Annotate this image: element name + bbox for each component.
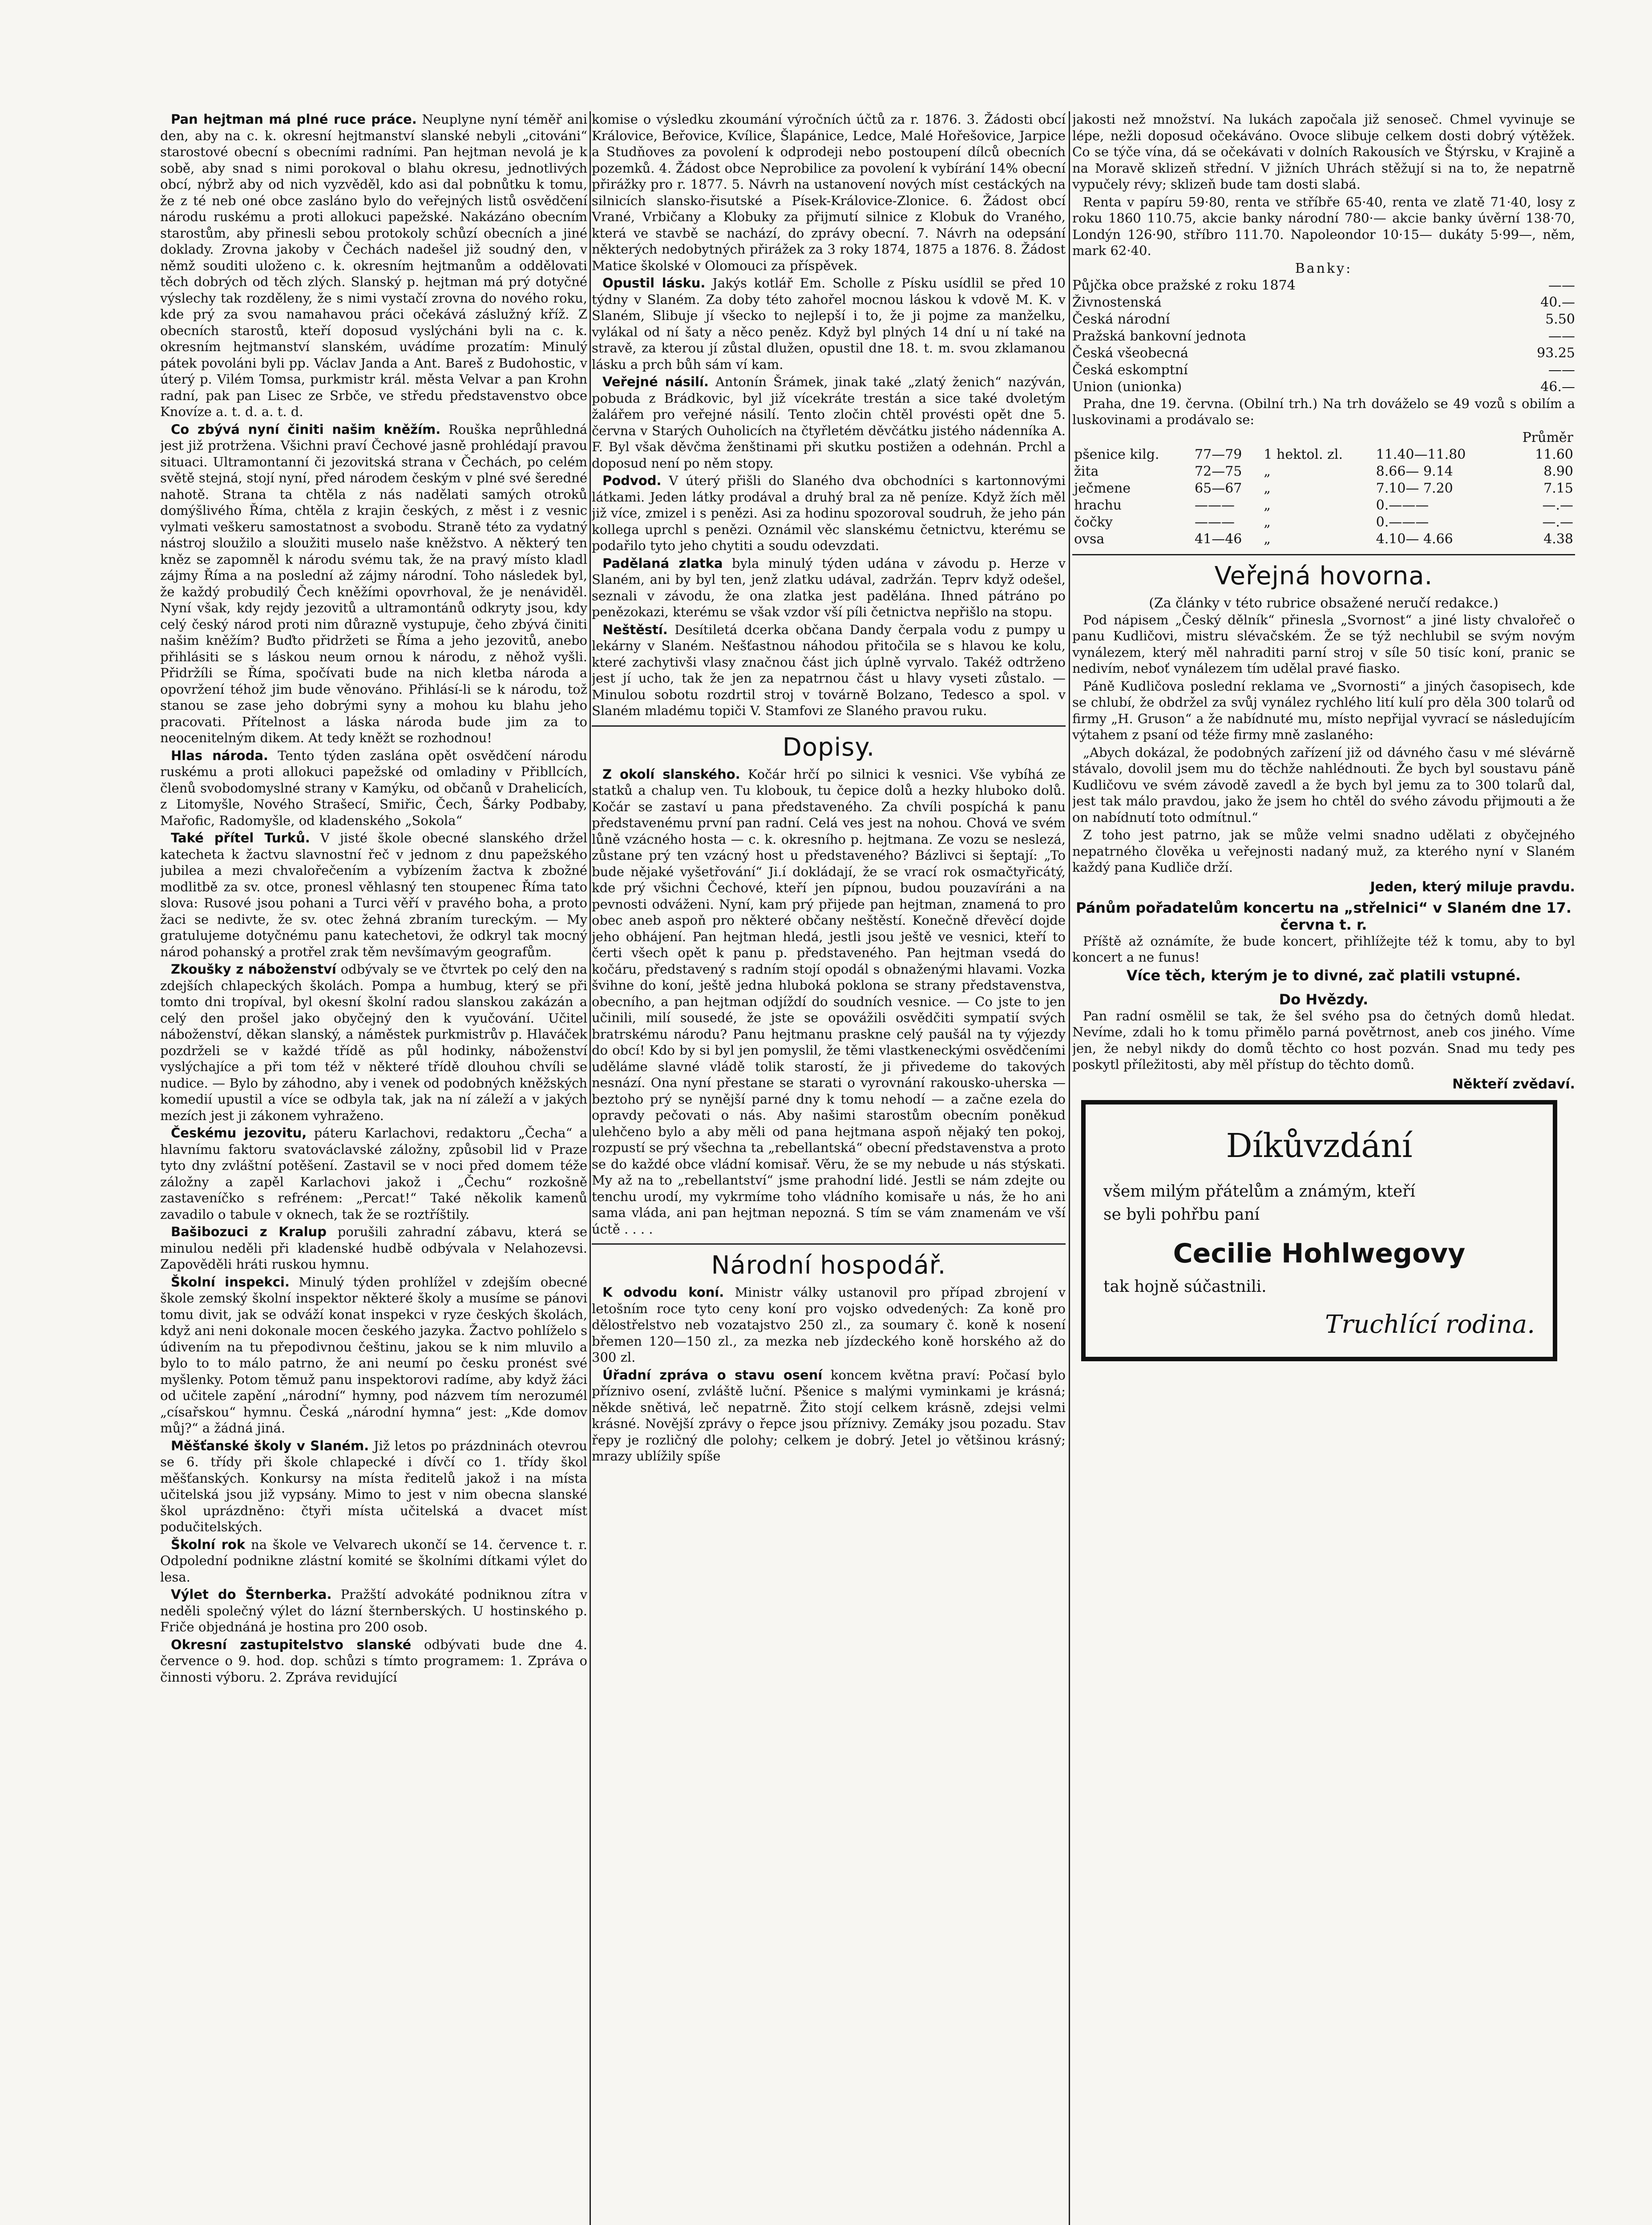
bank-value: 93.25 [1537, 345, 1575, 361]
article-body: Tento týden zaslána opět osvědčení národu ruskému a proti allokuci papežské od omladiny v Přibllcích, členů svobodomyslné strany v Kamýku, od občanů v Drahelicích, z Litomyšle, Nového Strašecí, Smiřic, Čech, Šárky Podbaby, Mařofic, Radomyšle, od kladenského „Sokola“ [160, 748, 587, 828]
article [160, 1438, 587, 1535]
article-headline: Bašibozuci z Kralup [171, 1224, 327, 1239]
section-subtitle: (Za články v této rubrice obsažené neručí redakce.) [1149, 595, 1499, 611]
grain-range: 4.10— 4.66 [1376, 531, 1453, 547]
article-body: Minulý týden prohlížel v zdejším obecné škole zemský školní inspektor některé školy a musíme se pánovi tomu divit, jak se odváží konat inspekci v ryze českých školách, když ani neni dokonale mocen českého jazyka. Žactvo pohlíželo s údivením na tu přepodivnou češtinu, jakou se k nim mluvilo a bylo to to málo patrno, že ani neumí po česku pronést své myšlenky. Potom těmuž panu inspektorovi radíme, aby když žáci od učitele zapění „národní“ hymny, pod názvem tím nerozumél „císařskou“ hymnu. Česká „národní hymna“ jest: „Kde domov můj?“ a žádná jiná. [160, 1274, 587, 1436]
article-headline: Zkoušky z náboženství [171, 962, 336, 977]
table-row [1072, 277, 1575, 294]
grain-avg: —.— [1542, 497, 1573, 513]
grain-name: pšenice kilg. [1074, 446, 1159, 462]
grain-kg: ——— [1195, 514, 1235, 530]
grain-avg: —.— [1542, 514, 1573, 530]
article-headline: Co zbývá nyní činiti našim kněžím. [171, 421, 441, 437]
article-headline: Úřadní zpráva o stavu osení [602, 1367, 823, 1383]
article-body: porušili zahradní zábavu, která se minulou neděli při kladenské hudbě odbývala v Nelahozevsi. Zapověděli hráti ruskou hymnu. [160, 1224, 587, 1272]
prumer-header: Průměr [1522, 429, 1573, 445]
bank-value: —— [1548, 362, 1575, 378]
grain-unit: 1 hektol. zl. [1264, 446, 1343, 462]
grain-avg: 4.38 [1543, 531, 1573, 547]
grain-range: 11.40—11.80 [1376, 446, 1466, 462]
grain-kg: 72—75 [1195, 463, 1242, 479]
bank-value: 40.— [1540, 294, 1575, 310]
article-headline: Veřejné násilí. [602, 374, 709, 389]
notice-line: všem milým přátelům a známým, kteří [1103, 1182, 1415, 1201]
article-body: Ministr války ustanovil pro případ zbrojení v letošním roce tyto ceny koní pro vojsko odvedených: Za koně pro dělostřelstvo neb vozatajstvo 250 zl., za soumary č. koně k nosení břemen 120—150 zl., za mezka neb jízdeckého koně horského až do 300 zl. [592, 1285, 1066, 1365]
article [160, 1586, 587, 1635]
article-headline: Hlas národa. [171, 748, 268, 763]
article-headline: Neštěstí. [602, 622, 668, 637]
koncert-closing: Více těch, kterým je to divné, zač platili vstupné. [1126, 967, 1521, 984]
signature: Někteří zvědaví. [1452, 1076, 1575, 1092]
article-body: Pan radní osmělil se tak, že šel svého psa do četných domů hledat. Nevíme, zdali ho k tomu přimělo parná povětrnost, aneb cos jiného. Víme jen, že nebyl nikdy do domů těchto co host pozván. Snad mu tedy pes poskytl příležitosti, aby měl přístup do těchto domů. [1072, 1008, 1575, 1072]
bank-name: Union (unionka) [1072, 379, 1182, 395]
grain-kg: 77—79 [1195, 446, 1242, 462]
bank-value: —— [1548, 277, 1575, 293]
article-headline: Také přítel Turků. [171, 830, 310, 846]
article-body: Kočár hrčí po silnici k vesnici. Vše vybíhá ze statků a chalup ven. Tu klobouk, tu čepice dolů a hezky hluboko dolů. Kočár se zastaví u pana představeného. Za chvíli pospíchá k panu představenému první pan radní. Celá ves jest na nohou. Chová ve svém lůně vzácného hosta — c. k. okresního p. hejtmana. Ze vozu se neslezá, zůstane prý ten vzácný host u představeného? Bázlivci si šeptají: „To bude nějaké vyšetřování“ Ji.í dokládají, že se vrací rok osmačtyřicátý, kde prý všichni Čechové, kteří jen pípnou, budou pouzavíráni a na pevnosti odváženi. Nyní, kam prý přijede pan hejtman, znamená to pro obec aneb aspoň pro některé občany neštěstí. Konečně dřevěcí dojde jeho obhájení. Pan hejtman hledá, jestli jsou ještě ve vesnici, kteří to čerti všech opět k panu p. představeného. Pan hejtman vsedá do kočáru, představený s radním stojí opodál s obnaženými hlavami. Vozka švihne do koní, ještě jedna hluboká poklona se strany představenstva, obecního, a pan hejtman odjíždí do soudních vesnice. — Co jste to jen učinili, milí sousedé, že jste se opovážili osvědčiti sympatií svých bratrskému národu? Panu hejtmanu praskne celý paušál na ty výjezdy do obcí! Kdo by si byl jen pomyslil, že těmi vlastkeneckými osvědčeními uděláme slavné vládě tolik starostí, že ji přivedeme do takových nesnází. Ona nyní přestane se starati o vyrovnání rakousko-uherska — beztoho prý se nynější parné dny k tomu nehodí — a začne ezela do opravdy pečovati o nás. Aby našimi starostům obecním poněkud ulehčeno bylo a aby měli od pana hejtmana aspoň nějaký ten pokoj, rozpustí se prý všechna ta „rebellantská“ obecní představenstva a proto se do každé obce vládní komisař. Věru, že se my nebude u nás stýskati. My až na to „rebellantství“ jsme prahodní lidé. Jestli se nám zdejte ou tenchu urodí, my vykrmíme toho vládního komisaře u nás, že ho ani sama vláda, ani pan hejtman nepozná. S tím se vám znamenám ve vší úctě . . . . [592, 766, 1066, 1237]
article-body: Z toho jest patrno, jak se může velmi snadno udělati z obyčejného nepatrného člověka u veřejnosti nadaný muž, za kterého nyní v Slaném každý pana Kudliče drží. [1072, 827, 1575, 875]
article-body: Pod nápisem „Český dělník“ přinesla „Svornost“ a jiné listy chvalořeč o panu Kudličovi, mistru slévačském. Že se týž nechlubil se svým novým vynálezem, který měl nahraditi parní stroj v síle 50 tisíc koní, pranic se nedivím, neboť vynálezem tím udělal pravé fiasko. [1072, 612, 1575, 676]
column-2 [592, 111, 1066, 2225]
table-header-row [1072, 429, 1575, 446]
article [160, 1637, 587, 1686]
table-row: žita 72—75 „ 8.66— 9.14 8.90 [1072, 463, 1575, 480]
grain-range: 8.66— 9.14 [1376, 463, 1453, 479]
table-row [1072, 345, 1575, 362]
banky-table [1072, 277, 1575, 396]
table-row [1072, 311, 1575, 328]
obilni-trh-intro [1072, 396, 1575, 428]
article-headline: Okresní zastupitelstvo slanské [171, 1637, 412, 1652]
article [160, 830, 587, 960]
bank-name: Česká všeobecná [1072, 345, 1188, 361]
article-body: Pražští advokáté podniknou zítra v neděli společný výlet do lázní šternberských. U hostinského p. Friče objednáná je hostina pro 200 osob. [160, 1587, 587, 1634]
article-headline: Z okolí slanského. [602, 766, 740, 782]
article [160, 1224, 587, 1273]
section-divider [1072, 554, 1575, 555]
article-body: Jakýs kotlář Em. Scholle z Písku usídlil se před 10 týdny v Slaném. Za doby této zahořel mocnou láskou k vdově M. K. v Slaném, Slibuje jí všecko to nejlepší i to, že ji pojme za manželku, vylákal od ní šaty a něco peněz. Když byl plných 14 dní u ní také na stravě, za kterou jí zůstal dlužen, opustil dne 18. t. m. svou zklamanou lásku a prch bůh sám ví kam. [592, 275, 1066, 372]
grain-avg: 8.90 [1543, 463, 1573, 479]
grain-name: žita [1074, 463, 1099, 479]
table-row: čočky ——— „ 0.——— —.— [1072, 514, 1575, 531]
article [592, 622, 1066, 719]
grain-avg: 11.60 [1535, 446, 1573, 462]
bank-value: —— [1548, 328, 1575, 344]
notice-signature: Truchlící rodina. [1325, 1310, 1535, 1339]
bank-name: Pražská bankovní jednota [1072, 328, 1246, 344]
article-body: komise o výsledku zkoumání výročních účtů za r. 1876. 3. Žádosti obcí Královice, Beřovice, Kvílice, Šlapánice, Ledce, Malé Hořešovice, Jarpice a Studňoves za povolení k odprodeji nebo postoupení dílců obecních pozemků. 4. Žádost obce Neprobilice za povolení k vybírání 14% obecní přirážky pro r. 1877. 5. Návrh na ustanovení nových míst cestáckých na silnicích slansko-řisutské a Písek-Královice-Zlonice. 6. Žádost obcí Vrané, Vrbičany a Klobuky za přijmutí silnice z Klobuk do Vraného, která ve stavbě se nachází, do zprávy obecní. 7. Návrh na odepsání některých nedobytných přirážek za 3 roky 1874, 1875 a 1876. 8. Žádost Matice školské v Olomouci za příspěvek. [592, 112, 1066, 273]
article-body: odbývaly se ve čtvrtek po celý den na zdejších chlapeckých školách. Pompa a humbug, který se při tomto dni tropíval, byl okesní školní radou slanskou zakázán a celý den prošel jako obyčejný den k vyučování. Učitel náboženství, děkan slanský, a náměstek purkmistrův p. Hlaváček pozdrželi se v každé třídě as půl hodinky, náboženství vyslýchajíce a při tom též v některé třídě dlouhou chvíli se nudice. — Bylo by záhodno, aby i venek od podobných kněžských komedií upustil a více se odbyla tak, jak na ní záleží a v jakých mezích jest ji zákonem vyhraženo. [160, 962, 587, 1123]
article [592, 1367, 1066, 1464]
koncert-headline: Pánům pořadatelům koncertu na „střelnici“ v Slaném dne 17. června t. r. [1075, 899, 1572, 933]
article-headline: Pan hejtman má plné ruce práce. [171, 112, 417, 127]
article-quote: „Abych dokázal, že podobných zařízení již od dávného času v mé slévárně stávalo, dovolil jsem mu do těchže nahlédnouti. Že bych byl soustavu páně Kudličovu ve svém závodě zavedl a že bych byl jemu za to 300 tolarů dal, jest tak málo pravdou, jako že jsem ho chtěl do svého závodu přijmouti a že on nabídnutí toto odmítnul.“ [1072, 744, 1575, 825]
bank-value: 5.50 [1545, 311, 1575, 327]
bank-name: Česká národní [1072, 311, 1170, 327]
article [592, 766, 1066, 1238]
article-headline: Školní rok [171, 1537, 246, 1552]
grain-range: 0.——— [1376, 497, 1429, 513]
column-rule [590, 111, 591, 2225]
article-headline: Českému jezovitu, [171, 1125, 307, 1141]
article [160, 421, 587, 746]
section-title-hospodar: Národní hospodář. [711, 1251, 946, 1280]
banky-title: Banky: [1295, 260, 1353, 276]
article-body: Neuplyne nyní téměř ani den, aby na c. k. okresní hejtmanství slanské nebyli „citováni“ starostové obecní s obecními radními. Pan hejtman nevolá je k sobě, aby snad s nimi porokoval o blahu okresu, jednotlivých obcí, nýbrž aby od nich vyzvěděl, kdo asi dal pobnůtku k tomu, že z té neb oné obce zasláno bylo do veřejných listů osvědčení národu ruskému a proti allokuci papežské. Nakázáno obecním starostům, aby přinesli sebou protokoly schůzí obecních a jiné doklady. Zrovna jakoby v Čechách nadešel již soudný den, v němž souditi uloženo c. k. okresním hejtmanům a oddělovati těch dobrých od těch zlých. Slanský p. hejtman má prý dotyčné výslechy tak rozděleny, že s nimi vystačí zrovna do nového roku, kde prý za svou namahavou práci očekává záslužný kříž. Z obecních starostů, kteří doposud vyslýcháni byli na c. k. okresním hejtmanství slanském, uvádíme prozatím: Minulý pátek povoláni byli pp. Václav Janda a Ant. Bareš z Budohostic, v úterý p. Vilém Tomsa, purkmistr král. města Velvar a pan Krohn radní, pak pan Lisec ze Srbče, ve středu představenstvo obce Knovíze a. t. d. a. t. d. [160, 112, 587, 419]
article-body: Příště až oznámíte, že bude koncert, přihlížejte též k tomu, aby to byl koncert a ne funus! [1072, 933, 1575, 965]
grain-range: 7.10— 7.20 [1376, 480, 1453, 496]
article-headline: K odvodu koní. [602, 1285, 724, 1300]
signature: Jeden, který miluje pravdu. [1370, 879, 1575, 895]
article-body: jakosti než množství. Na lukách započala již senoseč. Chmel vyvinuje se lépe, nežli doposud očekáváno. Ovoce slibuje celkem dosti dobrý výtěžek. Co se týče vína, dá se očekávati v dolních Rakousích ve Štýrsku, v Krajině a na Moravě sklizeň střední. V jižních Uhrách stěžují si na to, že nepatrně vypučely révy; sklizeň bude tam dosti slabá. [1072, 112, 1575, 192]
grain-name: ječmene [1074, 480, 1131, 496]
bank-name: Půjčka obce pražské z roku 1874 [1072, 277, 1296, 293]
article-body: Páně Kudličova poslední reklama ve „Svornosti“ a jiných časopisech, kde se chlubí, že obdržel za svůj vynález rychlého lití kulí pro děla 300 tolarů od firmy „H. Gruson“ a že nabídnuté mu, místo nepřijal vyvrací se následujícím výtahem z psaní od téže firmy mně zaslaného: [1072, 678, 1575, 742]
bank-name: Živnostenská [1072, 294, 1162, 310]
article [160, 1537, 587, 1586]
article-body: Desítiletá dcerka občana Dandy čerpala vodu z pumpy u lekárny v Slaném. Nešťastnou náhodou přitočila se s hlavou ke kolu, které zachytivši vlasy značnou část jich úplně vyrvalo. Takéž odtrženo jest jí ucho, tak že jen za nepatrnou část u hlavy vyseti zůstalo. — Minulou sobotu rozdrtil stroj v továrně Bolzano, Tedesco a spol. v Slaném mladému topiči V. Stamfovi ze Slaného pravou ruku. [592, 622, 1066, 718]
article [160, 961, 587, 1124]
article-headline: Školní inspekci. [171, 1274, 290, 1290]
article [160, 1125, 587, 1222]
article [592, 275, 1066, 372]
article-body: byla minulý týden udána v závodu p. Herze v Slaném, ani by byl ten, jenž zlatku udával, zadržán. Teprv když odešel, seznali v závodu, že ona zlatka jest padělána. Ihned pátráno po penězokazi, kterému se však vzdor vší píli četnictva nepřišlo na stopu. [592, 555, 1066, 619]
table-row [1072, 379, 1575, 396]
article-body: Renta v papíru 59·80, renta ve stříbře 65·40, renta ve zlatě 71·40, losy z roku 1860 110.75, akcie banky národní 780·— akcie banky úvěrní 138·70, Londýn 126·90, stříbro 111.70. Napoleondor 10·15— dukáty 5·99—, něm, mark 62·40. [1072, 194, 1575, 258]
notice-title: Díkůvzdání [1226, 1126, 1413, 1165]
article-headline: Podvod. [602, 473, 662, 488]
article-body: Již letos po prázdninách otevrou se 6. třídy při škole chlapecké i dívčí co 1. třídy škol měšťanských. Konkursy na místa ředitelů jakož i na místa učitelská jsou již vypsány. Mimo to jest v nim obecna slanské škol uprázdněno: čtyři místa učitelská a dvacet míst podučitelských. [160, 1438, 587, 1534]
grain-name: čočky [1074, 514, 1113, 530]
grain-name: ovsa [1074, 531, 1105, 547]
column-1 [160, 111, 587, 2225]
grain-kg: 65—67 [1195, 480, 1242, 496]
grain-name: hrachu [1074, 497, 1122, 513]
article [160, 1274, 587, 1436]
notice-line: se byli pohřbu paní [1103, 1205, 1260, 1224]
article-body: V úterý přišli do Slaného dva obchodníci s kartonnovými látkami. Jeden látky prodával a druhý bral za ně peníze. Když žích měl již více, zmizel i s penězi. Asi za hodinu spozoroval soudruh, že jeho pán kollega uprchl s penězi. Oznámil věc slanskému četnictvu, kterému se podařilo tyto jeho chytiti a soudu odevzdati. [592, 473, 1066, 553]
article-headline: Padělaná zlatka [602, 555, 723, 571]
article [592, 111, 1066, 274]
article-body: Antonín Šrámek, jinak také „zlatý ženich“ nazýván, pobuda z Brádkovic, byl již vícekráte trestán a sice také dvoletým žalářem pro veřejné násilí. Tento zločin chtěl provésti opět dne 5. června v Starých Ouholicích na čtyřletém děvčátku jistého nádenníka A. F. Byl však děvčma ženštinami při skutku postižen a odehnán. Prchl a doposud není po něm stopy. [592, 374, 1066, 471]
table-row [1072, 362, 1575, 379]
article-body: Rouška neprůhledná jest již protržena. Všichni praví Čechové jasně prohlédají pravou situaci. Ultramontanní či jezovitská strana v Čechách, po celém světě stejná, stojí nyní, před národem českým v plné své šeredné nahotě. Strana ta chtěla z nás nadělati samých otroků domýšlivého Říma, chtěla z krajin českých, z měst i z vesnic vylmati veškeru samostatnost a svobodu. Straně této za vydatný nástroj sloužilo a sloužiti muselo naše kněžstvo. A některý ten kněz se zapomněl k národu svému tak, že na pravý místo kladl zájmy Říma a na poslední až zájmy národní. Toho následek byl, že každý probudilý Čech kněžími opovrhoval, že je nenáviděl. Nyní však, kdy rejdy jezovitů a ultramontánů odkryty jsou, kdy celý český národ proti nim důrazně vystupuje, čeho zbývá činiti našim kněžím? Buďto přidržeti se Říma a jeho jezovitů, anebo přihlásiti se s láskou neum ornou k národu, z něhož vyšli. Přidržíli se Říma, spočívati bude na nich kletba národa a opovržení téhož jim bude věnováno. Přihlásí-li se k národu, tož stanou se zase jeho dobrými syny a mohou ku blahu jeho pracovati. Přítelnost a láska národa bude jim za to neocenitelným dikem. At tedy kněžt se rozhodnou! [160, 421, 587, 745]
grain-avg: 7.15 [1543, 480, 1573, 496]
dikuvzdani-notice [1081, 1100, 1557, 1361]
article-body: odbývati bude dne 4. července o 9. hod. dop. schůzi s tímto programem: 1. Zpráva o činnosti výboru. 2. Zpráva revidující [160, 1637, 587, 1685]
article-body: V jisté škole obecné slanského držel katecheta k žactvu slavnostní řeč v jednom z dnu papežského jubilea a mezi chvalořečením a vybízením žactva k zbožné modlitbě za sv. otce, pronesl věhlasný ten stoupenec Říma tato slova: Rusové jsou pohani a Turci věří v pravého boha, a proto žaci se nedivte, že sv. otec žehná zbraním tureckým. — My gratulujeme dotyčnému panu katechetovi, že odkryl tak mocný národ pohanský a protřel zrak těm nevšímavým geografům. [160, 830, 587, 959]
article-body: koncem května praví: Počasí bylo příznivo osení, zvláště luční. Pšenice s malými vyminkami je krásná; někde snětivá, leč nepatrně. Žito stojí celkem krásně, zdejsi velmi krásné. Novější zprávy o řepce jsou příznivy. Zemáky jsou pozadu. Stav řepy je rozličný dle polohy; celkem je dobrý. Jetel jo většinou krásný; mrazy ublížily spíše [592, 1367, 1066, 1464]
bank-value: 46.— [1540, 379, 1575, 395]
article-body: páteru Karlachovi, redaktoru „Čecha“ a hlavnímu faktoru svatováclavské záložny, způsobil lid v Praze tyto dny zvláštní potěšení. Zastavil se v noci před domem téže záložny a zapěl Karlachovi jakož i „Čechu“ rozkošně zastaveníčko s refrénem: „Percat!“ Také několik kamenů zavadilo o tabule v oknech, tak že se roztříštily. [160, 1125, 587, 1222]
article [160, 111, 587, 420]
article [592, 1284, 1066, 1366]
section-divider [592, 1243, 1066, 1245]
table-row [1072, 294, 1575, 311]
table-row: ječmene 65—67 „ 7.10— 7.20 7.15 [1072, 480, 1575, 497]
article-headline: Opustil lásku. [602, 275, 706, 291]
article-headline: Výlet do Šternberka. [171, 1587, 332, 1602]
grain-range: 0.——— [1376, 514, 1429, 530]
column-rule [1069, 111, 1070, 2225]
article [160, 748, 587, 829]
renta-report [1072, 194, 1575, 259]
obilni-table [1072, 429, 1575, 548]
notice-line: tak hojně súčastnili. [1103, 1277, 1267, 1296]
article-headline: Měšťanské školy v Slaném. [171, 1438, 369, 1453]
column-3 [1072, 111, 1575, 2225]
section-title-dopisy: Dopisy. [782, 732, 875, 762]
section-title-hovorna: Veřejná hovorna. [1214, 561, 1433, 591]
section-divider [592, 725, 1066, 727]
table-row: ovsa 41—46 „ 4.10— 4.66 4.38 [1072, 531, 1575, 548]
table-row [1072, 328, 1575, 345]
article-body: na škole ve Velvarech ukončí se 14. července t. r. Odpolední podnikne zlástní komité se školními dítkami výlet do lesa. [160, 1537, 587, 1585]
grain-kg: 41—46 [1195, 531, 1242, 547]
bank-name: Česká eskomptní [1072, 362, 1188, 378]
table-row: hrachu ——— „ 0.——— —.— [1072, 497, 1575, 514]
hvezdy-headline: Do Hvězdy. [1279, 991, 1369, 1008]
table-row [1072, 446, 1575, 463]
grain-kg: ——— [1195, 497, 1235, 513]
notice-name: Cecilie Hohlwegovy [1173, 1238, 1466, 1269]
article [1072, 111, 1575, 193]
article [592, 555, 1066, 620]
article [592, 473, 1066, 554]
article [592, 374, 1066, 471]
article-body: Praha, dne 19. června. (Obilní trh.) Na trh dováželo se 49 vozů s obilím a luskovinami a prodávalo se: [1072, 396, 1575, 427]
